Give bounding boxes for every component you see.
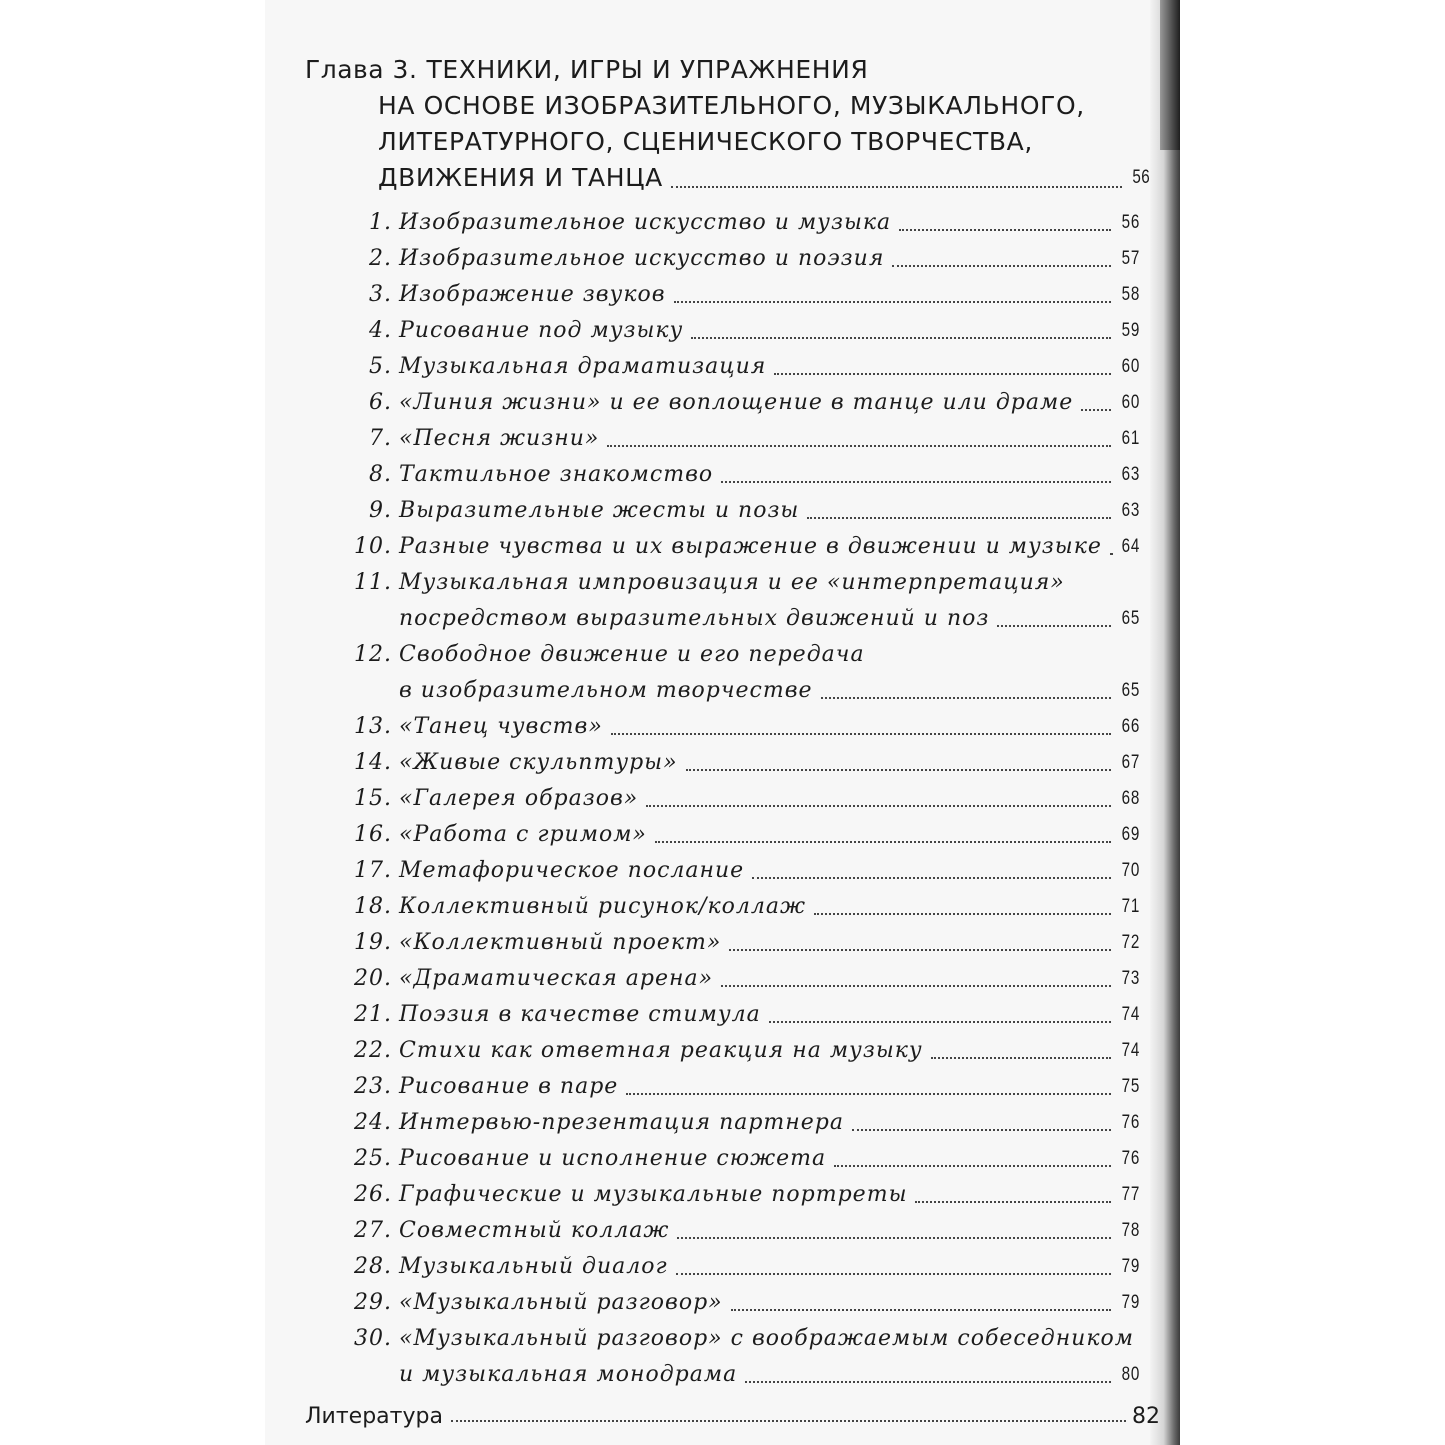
toc-entry[interactable]: [340, 1249, 1140, 1285]
leader-dots: [997, 624, 1111, 627]
entry-title-last-line: [399, 781, 1140, 817]
leader-dots: [655, 840, 1111, 843]
toc-entry[interactable]: [340, 781, 1140, 817]
entry-title-line: Рисование под музыку: [399, 318, 684, 343]
entry-number: 2.: [369, 246, 392, 271]
entry-title-last-line: [399, 493, 1140, 529]
leader-dots: [729, 948, 1111, 951]
page-number: 80: [1121, 1364, 1140, 1385]
toc-entry[interactable]: [340, 637, 1140, 709]
entry-title-last-line: [399, 817, 1140, 853]
entry-body: [392, 1249, 1140, 1285]
entry-title-last-line: [399, 457, 1140, 493]
entry-body: [392, 1069, 1140, 1105]
entry-number: 18.: [354, 894, 392, 919]
entry-title-last-line: [399, 853, 1140, 889]
entry-number: 17.: [354, 858, 392, 883]
chapter-title-line: ДВИЖЕНИЯ И ТАНЦА: [378, 163, 663, 192]
page-number: 58: [1121, 284, 1140, 305]
entry-title-last-line: [399, 277, 1140, 313]
entry-body: [392, 889, 1140, 925]
entry-number: 15.: [354, 786, 392, 811]
leader-dots: [834, 1164, 1111, 1167]
toc-entry[interactable]: [340, 565, 1140, 637]
leader-dots: [752, 876, 1111, 879]
entry-number: 24.: [354, 1110, 392, 1135]
entry-body: [392, 349, 1140, 385]
page-number: 74: [1121, 1040, 1140, 1061]
entry-title-last-line: [399, 241, 1140, 277]
entry-title-last-line: [399, 205, 1140, 241]
entry-number: 1.: [369, 210, 392, 235]
entry-number: 23.: [354, 1074, 392, 1099]
entry-body: [392, 637, 1140, 709]
entry-title-line: Изобразительное искусство и музыка: [399, 210, 892, 235]
page-number: 76: [1121, 1148, 1140, 1169]
entry-title-last-line: [399, 601, 1140, 637]
toc-entry[interactable]: [340, 1069, 1140, 1105]
entry-title-line: Изобразительное искусство и поэзия: [399, 246, 885, 271]
entry-body: [392, 1177, 1140, 1213]
entry-title-line: Музыкальный диалог: [399, 1254, 668, 1279]
entry-title-line: Метафорическое послание: [399, 858, 745, 883]
entry-title-line: «Живые скульптуры»: [399, 750, 678, 775]
entry-body: [392, 1321, 1140, 1393]
page-number: 79: [1121, 1292, 1140, 1313]
page-number: 77: [1121, 1184, 1140, 1205]
entry-body: [392, 1285, 1140, 1321]
entry-title-line: Свободное движение и его передача: [399, 642, 865, 667]
entry-title-line: «Драматическая арена»: [399, 966, 714, 991]
entry-number: 13.: [354, 714, 392, 739]
toc-entry[interactable]: [340, 385, 1140, 421]
entry-number: 14.: [354, 750, 392, 775]
entry-number: 27.: [354, 1218, 392, 1243]
entry-title-last-line: [399, 673, 1140, 709]
leader-dots: [646, 804, 1111, 807]
entry-number: 26.: [354, 1182, 392, 1207]
page-number: 61: [1121, 428, 1140, 449]
entry-title-last-line: [399, 421, 1140, 457]
toc-entry[interactable]: [340, 925, 1140, 961]
toc-entry[interactable]: [340, 493, 1140, 529]
page-number: 82: [1132, 1404, 1160, 1429]
entry-body: [392, 493, 1140, 529]
entry-body: [392, 781, 1140, 817]
chapter-title-last-line: [305, 160, 1150, 196]
toc-entry[interactable]: [340, 457, 1140, 493]
page-number: 73: [1121, 968, 1140, 989]
entry-title-line: Рисование и исполнение сюжета: [399, 1146, 827, 1171]
entry-title-line: Музыкальная драматизация: [399, 354, 767, 379]
toc-entry[interactable]: [340, 961, 1140, 997]
page-number: 78: [1121, 1220, 1140, 1241]
toc-entry[interactable]: [340, 1321, 1140, 1393]
entry-title-line: «Музыкальный разговор»: [399, 1290, 723, 1315]
leader-dots: [769, 1020, 1111, 1023]
leader-dots: [671, 185, 1122, 188]
entry-title-line: «Работа с гримом»: [399, 822, 647, 847]
entry-number: 7.: [369, 426, 392, 451]
page-number: 56: [1132, 167, 1150, 188]
entry-title-last-line: [399, 385, 1140, 421]
entry-number: 11.: [354, 570, 392, 595]
entry-title-line: Изображение звуков: [399, 282, 666, 307]
entry-number: 28.: [354, 1254, 392, 1279]
page-number: 63: [1121, 500, 1140, 521]
entry-number: 9.: [369, 498, 392, 523]
page-number: 72: [1121, 932, 1140, 953]
toc-entry[interactable]: [340, 1033, 1140, 1069]
leader-dots: [686, 768, 1111, 771]
entry-title-line: Выразительные жесты и позы: [399, 498, 800, 523]
leader-dots: [915, 1200, 1110, 1203]
entry-body: [392, 817, 1140, 853]
entry-body: [392, 457, 1140, 493]
leader-dots: [814, 912, 1111, 915]
page-number: 69: [1121, 824, 1140, 845]
entry-title-line: «Песня жизни»: [399, 426, 600, 451]
leader-dots: [807, 516, 1111, 519]
entry-body: [392, 205, 1140, 241]
toc-entry[interactable]: [340, 709, 1140, 745]
entry-title-last-line: [399, 997, 1140, 1033]
entry-number: 3.: [369, 282, 392, 307]
page-number: 56: [1121, 212, 1140, 233]
toc-entry[interactable]: [340, 277, 1140, 313]
page-number: 59: [1121, 320, 1140, 341]
entry-body: [392, 565, 1140, 637]
leader-dots: [676, 1272, 1111, 1275]
entry-number: 12.: [354, 642, 392, 667]
toc-entry[interactable]: [340, 1285, 1140, 1321]
entry-number: 29.: [354, 1290, 392, 1315]
entry-title-line: посредством выразительных движений и поз: [399, 606, 990, 631]
leader-dots: [731, 1308, 1111, 1311]
entry-number: 21.: [354, 1002, 392, 1027]
leader-dots: [721, 984, 1111, 987]
leader-dots: [691, 336, 1111, 339]
entry-title-last-line: [399, 961, 1140, 997]
leader-dots: [852, 1128, 1111, 1131]
entry-title-last-line: [399, 925, 1140, 961]
entry-title-line: Поэзия в качестве стимула: [399, 1002, 761, 1027]
toc-entry[interactable]: [340, 745, 1140, 781]
entry-number: 20.: [354, 966, 392, 991]
entry-title-line: «Галерея образов»: [399, 786, 639, 811]
entry-body: [392, 421, 1140, 457]
page-number: 79: [1121, 1256, 1140, 1277]
toc-entry[interactable]: [340, 1213, 1140, 1249]
leader-dots: [931, 1056, 1111, 1059]
entry-title-last-line: [399, 889, 1140, 925]
entry-body: [392, 313, 1140, 349]
entry-title-line: Тактильное знакомство: [399, 462, 714, 487]
entry-number: 25.: [354, 1146, 392, 1171]
toc-entry[interactable]: [340, 241, 1140, 277]
entry-body: [392, 709, 1140, 745]
entry-number: 8.: [369, 462, 392, 487]
entry-body: [392, 925, 1140, 961]
entry-number: 30.: [354, 1326, 392, 1351]
entry-number: 22.: [354, 1038, 392, 1063]
page-number: 66: [1121, 716, 1140, 737]
leader-dots: [451, 1419, 1126, 1422]
entry-body: [392, 277, 1140, 313]
entry-number: 19.: [354, 930, 392, 955]
entry-title-last-line: [399, 709, 1140, 745]
literature-entry[interactable]: [305, 1404, 1160, 1429]
entry-title-last-line: [399, 349, 1140, 385]
entry-title-line: в изобразительном творчестве: [399, 678, 813, 703]
page-number: 60: [1121, 356, 1140, 377]
leader-dots: [745, 1380, 1111, 1383]
page-number: 67: [1121, 752, 1140, 773]
page-number: 71: [1121, 896, 1140, 917]
page-number: 57: [1121, 248, 1140, 269]
entry-number: 16.: [354, 822, 392, 847]
entry-title-last-line: [399, 1249, 1140, 1285]
entry-title-last-line: [399, 529, 1140, 565]
entry-title-last-line: [399, 1141, 1140, 1177]
entry-body: [392, 997, 1140, 1033]
page-number: 76: [1121, 1112, 1140, 1133]
page-number: 75: [1121, 1076, 1140, 1097]
toc-entry[interactable]: [340, 421, 1140, 457]
entry-title-last-line: [399, 1105, 1140, 1141]
page-number: 74: [1121, 1004, 1140, 1025]
page-number: 64: [1121, 536, 1140, 557]
leader-dots: [774, 372, 1111, 375]
entry-title-last-line: [399, 1213, 1140, 1249]
entry-title-line: Рисование в паре: [399, 1074, 619, 1099]
entry-title-last-line: [399, 1177, 1140, 1213]
chapter-heading-line-1: [305, 52, 1150, 88]
chapter-heading: [305, 52, 1150, 196]
page-number: 68: [1121, 788, 1140, 809]
entry-body: [392, 385, 1140, 421]
entry-title-last-line: [399, 1069, 1140, 1105]
toc-entry[interactable]: [340, 313, 1140, 349]
leader-dots: [892, 264, 1110, 267]
chapter-title-line: НА ОСНОВЕ ИЗОБРАЗИТЕЛЬНОГО, МУЗЫКАЛЬНОГО,: [378, 91, 1085, 120]
toc-entry[interactable]: [340, 1177, 1140, 1213]
toc-entry[interactable]: [340, 853, 1140, 889]
page-number: 65: [1121, 680, 1140, 701]
leader-dots: [674, 300, 1111, 303]
leader-dots: [677, 1236, 1110, 1239]
entry-title-last-line: [399, 1033, 1140, 1069]
leader-dots: [611, 732, 1111, 735]
leader-dots: [607, 444, 1111, 447]
page-edge-dark: [1160, 0, 1180, 150]
entry-body: [392, 1213, 1140, 1249]
entry-number: 5.: [369, 354, 392, 379]
toc-entry[interactable]: [340, 529, 1140, 565]
entry-title-line: «Танец чувств»: [399, 714, 603, 739]
toc-entry[interactable]: [340, 889, 1140, 925]
toc-entry[interactable]: [340, 817, 1140, 853]
entry-title-line: «Коллективный проект»: [399, 930, 722, 955]
leader-dots: [626, 1092, 1111, 1095]
leader-dots: [821, 696, 1111, 699]
entry-title-last-line: [399, 1285, 1140, 1321]
entry-title-line: Графические и музыкальные портреты: [399, 1182, 908, 1207]
toc-entry[interactable]: [340, 1105, 1140, 1141]
page-number: 63: [1121, 464, 1140, 485]
entry-body: [392, 241, 1140, 277]
entry-title-line: Совместный коллаж: [399, 1218, 670, 1243]
page-number: 60: [1121, 392, 1140, 413]
toc-entry[interactable]: [340, 1141, 1140, 1177]
entry-title-line: Коллективный рисунок/коллаж: [399, 894, 806, 919]
toc-entries: [340, 205, 1140, 1393]
page-number: 65: [1121, 608, 1140, 629]
literature-label: Литература: [305, 1404, 443, 1429]
entry-body: [392, 529, 1140, 565]
entry-number: 10.: [354, 534, 392, 559]
entry-number: 6.: [369, 390, 392, 415]
entry-title-line: Музыкальная импровизация и ее «интерпретация»: [399, 570, 1065, 595]
leader-dots: [1081, 408, 1111, 411]
entry-title-line: Разные чувства и их выражение в движении и музыке: [399, 534, 1102, 559]
entry-title-last-line: [399, 313, 1140, 349]
entry-title-line: «Линия жизни» и ее воплощение в танце или драме: [399, 390, 1074, 415]
entry-body: [392, 1105, 1140, 1141]
leader-dots: [721, 480, 1111, 483]
entry-title-line: Интервью-презентация партнера: [399, 1110, 845, 1135]
leader-dots: [1110, 552, 1111, 555]
entry-body: [392, 1033, 1140, 1069]
entry-title-line: «Музыкальный разговор» с воображаемым собеседником: [399, 1326, 1134, 1351]
leader-dots: [899, 228, 1111, 231]
entry-title-last-line: [399, 1357, 1140, 1393]
entry-body: [392, 1141, 1140, 1177]
chapter-title-line: ТЕХНИКИ, ИГРЫ И УПРАЖНЕНИЯ: [426, 55, 869, 84]
entry-body: [392, 853, 1140, 889]
page-spine-shadow: [1150, 0, 1180, 1445]
chapter-prefix: Глава 3.: [305, 55, 418, 84]
entry-title-last-line: [399, 745, 1140, 781]
entry-body: [392, 745, 1140, 781]
entry-body: [392, 961, 1140, 997]
entry-title-line: Стихи как ответная реакция на музыку: [399, 1038, 923, 1063]
toc-entry[interactable]: [340, 205, 1140, 241]
chapter-title-line: ЛИТЕРАТУРНОГО, СЦЕНИЧЕСКОГО ТВОРЧЕСТВА,: [378, 127, 1033, 156]
entry-title-line: и музыкальная монодрама: [399, 1362, 738, 1387]
entry-number: 4.: [369, 318, 392, 343]
toc-entry[interactable]: [340, 997, 1140, 1033]
toc-entry[interactable]: [340, 349, 1140, 385]
page-number: 70: [1121, 860, 1140, 881]
